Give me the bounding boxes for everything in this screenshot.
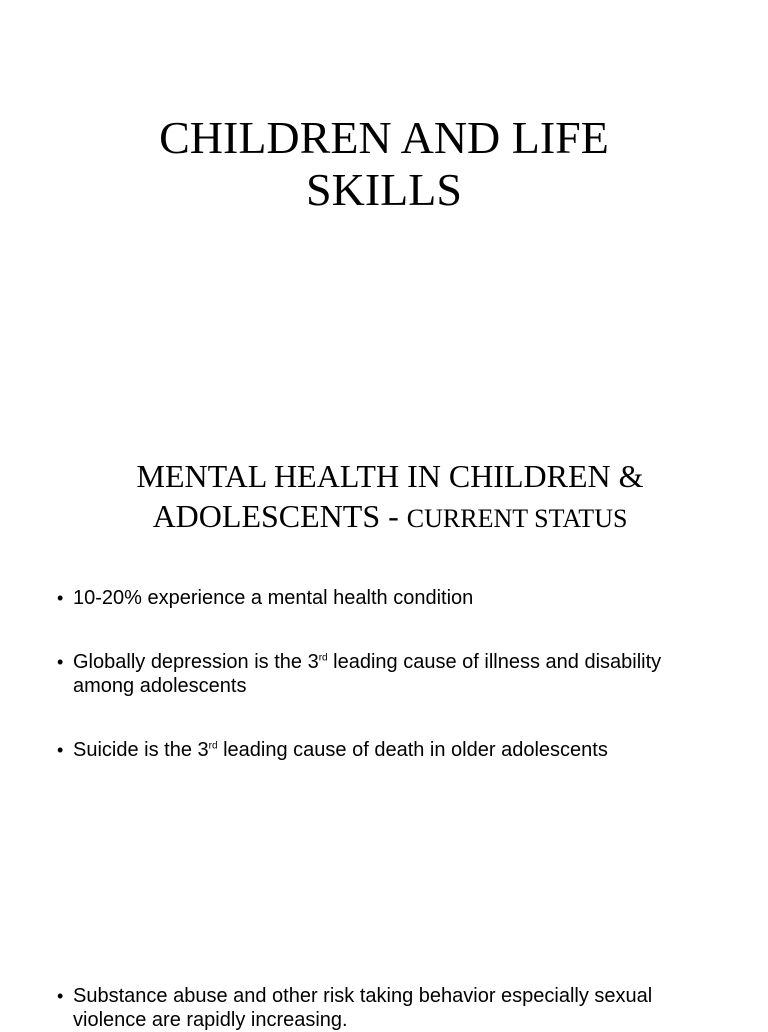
- list-item: [57, 984, 697, 1032]
- bullet-text: 10-20% experience a mental health condition: [73, 587, 474, 609]
- bullet-marker: •: [57, 588, 64, 608]
- ordinal-suffix: rd: [318, 652, 328, 664]
- ordinal-suffix: rd: [208, 740, 218, 752]
- section-heading-main: ADOLESCENTS -: [152, 498, 407, 534]
- list-item: [57, 650, 697, 698]
- bullet-marker: •: [57, 986, 64, 1006]
- bullet-text: [73, 738, 697, 762]
- bullet-text-start: Globally depression is the 3: [73, 651, 319, 673]
- list-item: [57, 738, 697, 762]
- bullet-text: Substance abuse and other risk taking behavior especially sexual violence are rapidly increasing.: [73, 985, 653, 1031]
- slide-title-line-1: CHILDREN AND LIFE: [159, 112, 609, 163]
- bullet-text: [73, 650, 697, 698]
- list-item: [57, 586, 697, 610]
- bullet-text-start: Suicide is the 3: [73, 739, 209, 761]
- bullet-marker: •: [57, 652, 64, 672]
- bullet-text-end: leading cause of death in older adolescents: [217, 739, 608, 761]
- slide-title-line-2: SKILLS: [306, 164, 462, 215]
- section-heading-line-1: MENTAL HEALTH IN CHILDREN &: [136, 458, 644, 494]
- bullet-marker: •: [57, 740, 64, 760]
- bullet-text-end: leading cause of illness and disability among adolescents: [73, 651, 662, 697]
- section-heading-sub: CURRENT STATUS: [406, 504, 628, 533]
